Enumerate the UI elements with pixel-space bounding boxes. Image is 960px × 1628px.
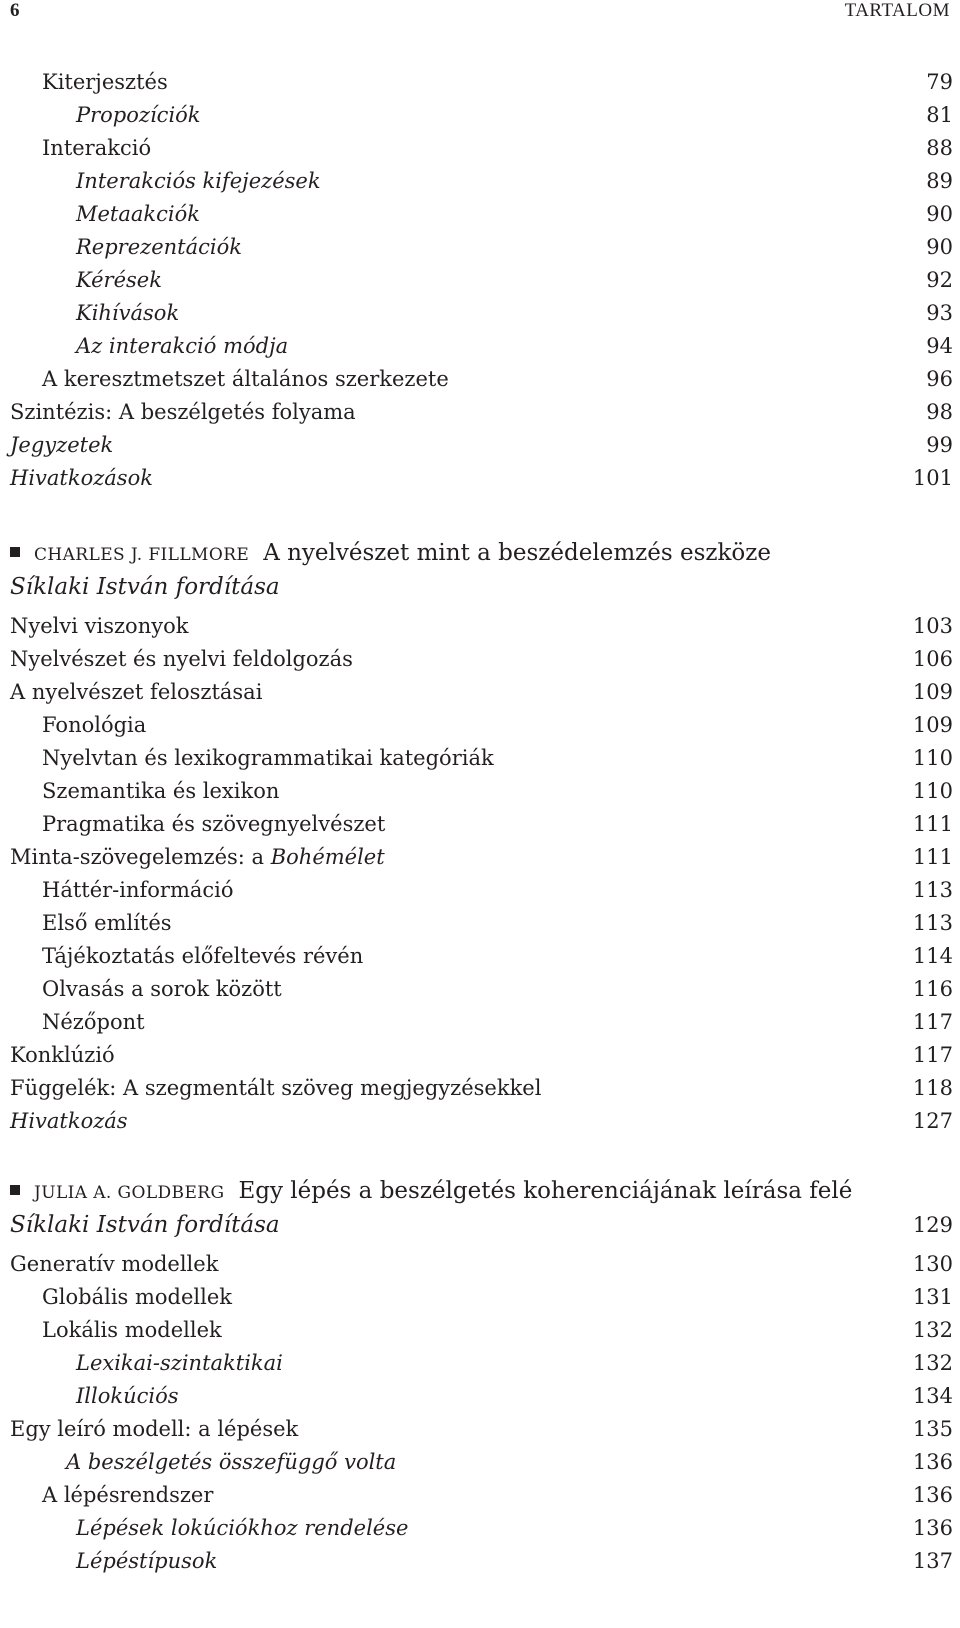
toc-entry-page-number: 94 (926, 334, 953, 358)
chapter-translator (10, 570, 953, 604)
toc-entry-page-number: 93 (926, 301, 953, 325)
toc-entry-page-number: 96 (926, 367, 953, 391)
toc-entry-title: Olvasás a sorok között (42, 977, 282, 1001)
toc-entry (10, 66, 953, 99)
toc-entry (10, 132, 953, 165)
toc-entry-page-number: 99 (926, 433, 953, 457)
toc-entry (10, 462, 953, 495)
toc-entry-page-number: 79 (926, 70, 953, 94)
toc-entry (10, 1105, 953, 1138)
chapter-title: A nyelvészet mint a beszédelemzés eszköze (263, 540, 772, 566)
toc-entry-page-number: 90 (926, 235, 953, 259)
toc-entry (10, 1314, 953, 1347)
toc-entry (10, 1545, 953, 1578)
toc-entry-title: Háttér-információ (42, 878, 234, 902)
toc-entry-title: Pragmatika és szövegnyelvészet (42, 812, 386, 836)
toc-entry (10, 363, 953, 396)
toc-entry-page-number: 131 (912, 1285, 953, 1309)
toc-entry-page-number: 136 (912, 1516, 953, 1540)
toc-entry-title: Generatív modellek (10, 1252, 219, 1276)
toc-entry-title: Kihívások (76, 301, 180, 325)
toc-entry (10, 1446, 953, 1479)
toc-entry (10, 1072, 953, 1105)
toc-entry (10, 874, 953, 907)
translator-text: Síklaki István fordítása (10, 1212, 280, 1238)
toc-entry-page-number: 110 (912, 779, 953, 803)
square-bullet-icon (10, 1185, 20, 1195)
toc-entry-page-number: 111 (912, 845, 953, 869)
toc-entry (10, 1347, 953, 1380)
toc-entry-page-number: 106 (912, 647, 953, 671)
translator-text: Síklaki István fordítása (10, 574, 280, 600)
toc-entry (10, 676, 953, 709)
toc-entry-page-number: 88 (926, 136, 953, 160)
toc-entry-title: A beszélgetés összefüggő volta (66, 1450, 397, 1474)
running-title: TARTALOM (844, 0, 950, 21)
chapter-author: JULIA A. GOLDBERG (34, 1183, 225, 1203)
toc-entry (10, 742, 953, 775)
toc-entry (10, 231, 953, 264)
toc-entry-title: Interakciós kifejezések (76, 169, 321, 193)
toc-entry-title: Nyelvészet és nyelvi feldolgozás (10, 647, 353, 671)
chapter-entries (10, 1248, 953, 1578)
toc-entry (10, 1006, 953, 1039)
toc-entry-title: Szemantika és lexikon (42, 779, 280, 803)
toc-entry (10, 165, 953, 198)
toc-entry-page-number: 113 (912, 878, 953, 902)
toc-entry-page-number: 130 (912, 1252, 953, 1276)
chapter-heading (10, 536, 953, 570)
toc-entry (10, 709, 953, 742)
toc-entry-page-number: 117 (912, 1043, 953, 1067)
toc-entry (10, 841, 953, 874)
toc-entry-title: Szintézis: A beszélgetés folyama (10, 400, 356, 424)
toc-entry-title: Reprezentációk (76, 235, 242, 259)
toc-entry-title: Metaakciók (76, 202, 200, 226)
toc-entry-title: Hivatkozások (10, 466, 153, 490)
toc-entry-page-number: 137 (912, 1549, 953, 1573)
toc-entry (10, 1413, 953, 1446)
toc-entry (10, 1479, 953, 1512)
toc-entry (10, 907, 953, 940)
toc-entry-page-number: 118 (912, 1076, 953, 1100)
chapter-translator (10, 1208, 953, 1242)
toc-entry (10, 643, 953, 676)
toc-entry-page-number: 136 (912, 1483, 953, 1507)
toc-entry-title: Kérések (76, 268, 162, 292)
toc-entry (10, 330, 953, 363)
chapter-entries (10, 610, 953, 1138)
toc-entry-page-number: 111 (912, 812, 953, 836)
toc-entry-page-number: 81 (926, 103, 953, 127)
toc-entry (10, 1039, 953, 1072)
toc-entry-page-number: 132 (912, 1318, 953, 1342)
toc-entry (10, 198, 953, 231)
toc-entry-page-number: 101 (912, 466, 953, 490)
toc-entry (10, 264, 953, 297)
toc-entry (10, 429, 953, 462)
toc-entry-page-number: 132 (912, 1351, 953, 1375)
toc-entry-title: Illokúciós (76, 1384, 179, 1408)
toc-entry-title: Lokális modellek (42, 1318, 222, 1342)
square-bullet-icon (10, 547, 20, 557)
toc-entry-title: Nézőpont (42, 1010, 145, 1034)
toc-entry-title: Konklúzió (10, 1043, 115, 1067)
toc-entry-page-number: 92 (926, 268, 953, 292)
toc-entry-title: A nyelvészet felosztásai (10, 680, 263, 704)
toc-entry (10, 297, 953, 330)
toc-entry-page-number: 90 (926, 202, 953, 226)
toc-entry-title: Egy leíró modell: a lépések (10, 1417, 299, 1441)
toc-entry-title: A lépésrendszer (42, 1483, 214, 1507)
chapter-heading (10, 1174, 953, 1208)
toc-section-1 (10, 66, 953, 495)
toc-entry-title: Lépések lokúciókhoz rendelése (76, 1516, 409, 1540)
toc-entry-page-number: 136 (912, 1450, 953, 1474)
toc-entry-title: Jegyzetek (10, 433, 114, 457)
toc-entry-page-number: 134 (912, 1384, 953, 1408)
toc-entry (10, 808, 953, 841)
page-header (10, 0, 950, 24)
toc-entry-page-number: 135 (912, 1417, 953, 1441)
toc-entry-title: A keresztmetszet általános szerkezete (42, 367, 449, 391)
toc-entry-page-number: 117 (912, 1010, 953, 1034)
toc-entry-title: Lexikai-szintaktikai (76, 1351, 283, 1375)
toc-entry-title: Nyelvtan és lexikogrammatikai kategóriák (42, 746, 494, 770)
toc-entry (10, 99, 953, 132)
toc-entry-title-text: Minta-szövegelemzés: a (10, 845, 271, 869)
toc-entry (10, 1248, 953, 1281)
toc-entry (10, 940, 953, 973)
chapter-title: Egy lépés a beszélgetés koherenciájának leírása felé (238, 1178, 853, 1204)
toc-entry-page-number: 127 (912, 1109, 953, 1133)
toc-entry (10, 775, 953, 808)
toc-entry-title: Globális modellek (42, 1285, 232, 1309)
toc-entry (10, 1380, 953, 1413)
toc-entry-page-number: 116 (912, 977, 953, 1001)
toc-entry (10, 1512, 953, 1545)
toc-entry-title: Fonológia (42, 713, 147, 737)
toc-entry-page-number: 103 (912, 614, 953, 638)
toc-entry-title (10, 841, 385, 874)
toc-entry-page-number: 110 (912, 746, 953, 770)
page-number: 6 (10, 0, 20, 21)
toc-entry-page-number: 89 (926, 169, 953, 193)
toc-entry-page-number: 109 (912, 680, 953, 704)
toc-entry-page-number: 109 (912, 713, 953, 737)
toc-entry-title: Tájékoztatás előfeltevés révén (42, 944, 364, 968)
toc-entry-page-number: 113 (912, 911, 953, 935)
toc-entry-title: Nyelvi viszonyok (10, 614, 189, 638)
toc-entry-title: Interakció (42, 136, 152, 160)
toc-entry (10, 1281, 953, 1314)
toc-entry-title: Első említés (42, 911, 172, 935)
toc-entry-title-emphasis: Bohémélet (270, 845, 385, 869)
toc-entry-title: Lépéstípusok (76, 1549, 218, 1573)
toc-chapter-fillmore (10, 536, 953, 1138)
toc-entry-page-number: 98 (926, 400, 953, 424)
toc-entry (10, 610, 953, 643)
toc-entry (10, 973, 953, 1006)
chapter-author: CHARLES J. FILLMORE (34, 545, 250, 565)
toc-chapter-goldberg (10, 1174, 953, 1578)
translator-page-number: 129 (912, 1213, 953, 1237)
toc-entry-title: Kiterjesztés (42, 70, 168, 94)
toc-entry-title: Hivatkozás (10, 1109, 128, 1133)
toc-entry-title: Propozíciók (76, 103, 201, 127)
toc-entry (10, 396, 953, 429)
toc-entry-title: Az interakció módja (76, 334, 289, 358)
toc-entry-title: Függelék: A szegmentált szöveg megjegyzésekkel (10, 1076, 542, 1100)
toc-entry-page-number: 114 (912, 944, 953, 968)
